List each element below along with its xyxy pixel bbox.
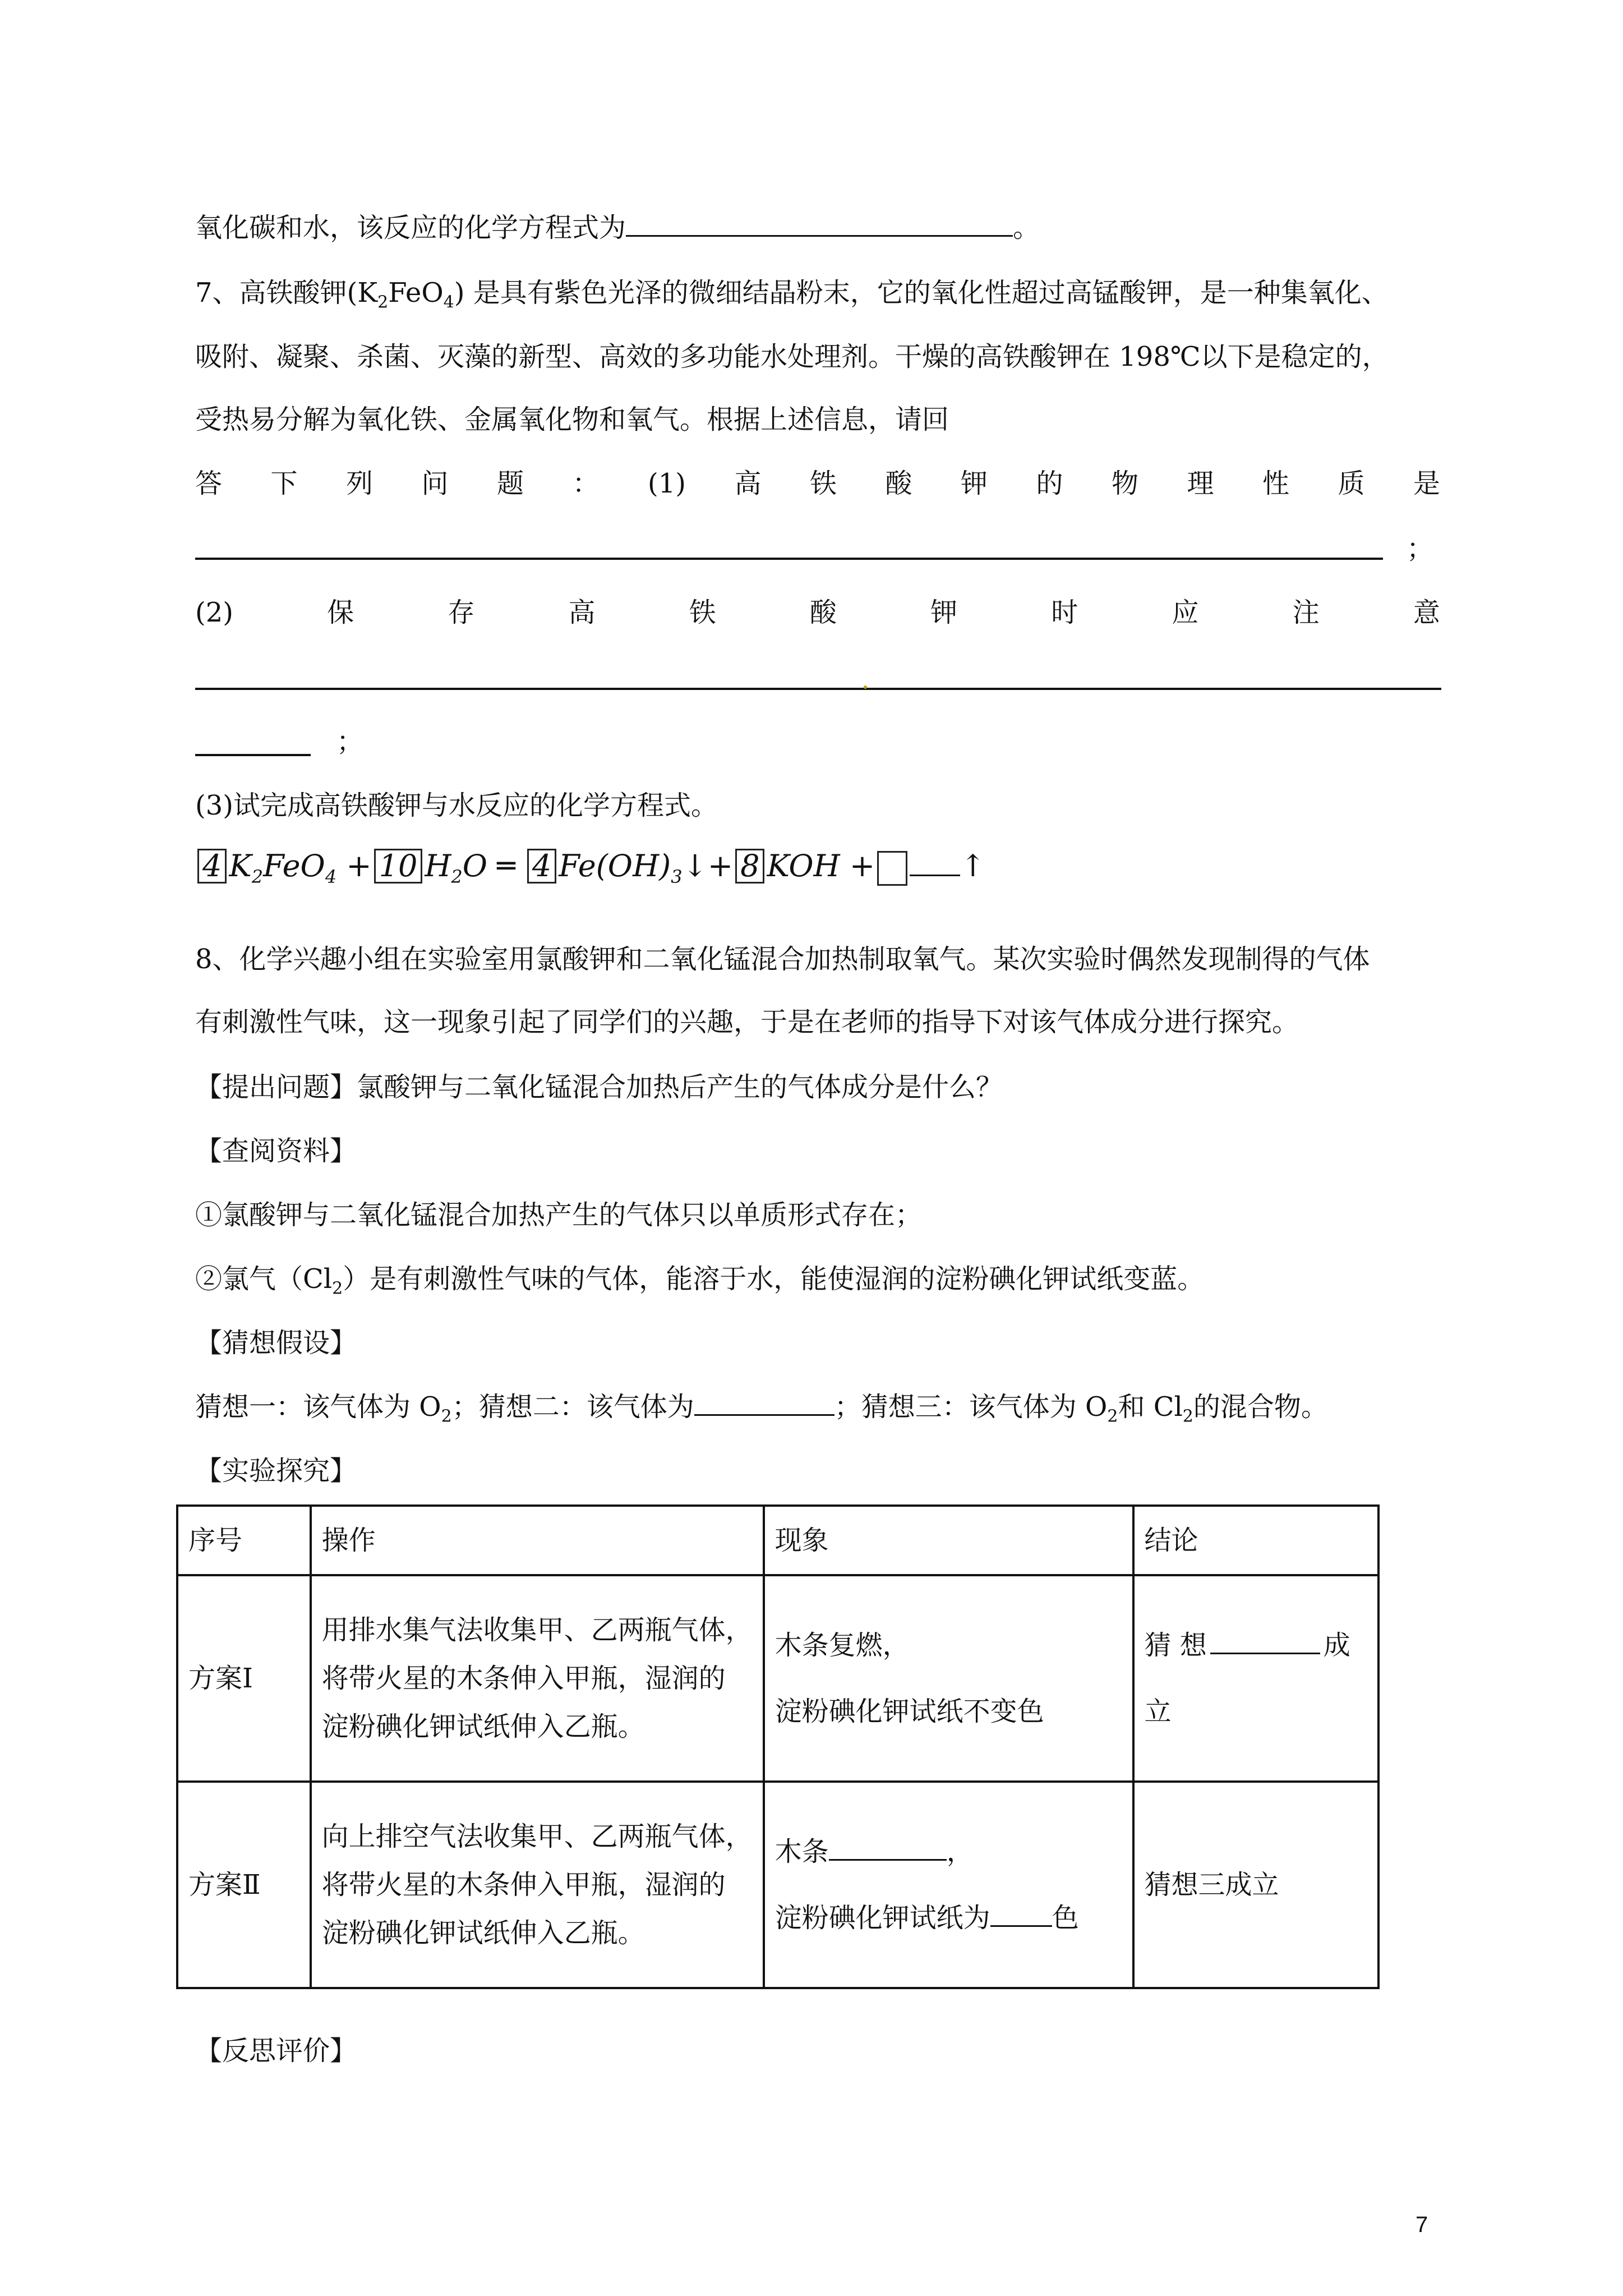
eq-term: Fe(OH)	[559, 848, 671, 884]
guess-d: 和 Cl	[1118, 1391, 1183, 1423]
q8-ref2-sub: 2	[332, 1278, 343, 1299]
q8-guess-head: 【猜想假设】	[195, 1327, 357, 1359]
eq-sub: 2	[451, 866, 463, 887]
q7-l4-char: 题	[497, 468, 524, 499]
row-conclusion: 猜想三成立	[1133, 1782, 1378, 1988]
q7-l1a: 7、高铁酸钾(K	[195, 277, 378, 309]
ph-line	[775, 1885, 1122, 1951]
q7-l4-char: 酸	[885, 468, 912, 499]
q7-l4-char: 铁	[809, 468, 837, 499]
q8-ref2a: ②氯气（Cl	[195, 1263, 333, 1295]
guess-e: 的混合物。	[1193, 1391, 1328, 1423]
q8-reference-1: ①氯酸钾与二氧化锰混合加热产生的气体只以单质形式存在；	[195, 1199, 923, 1231]
guess-b: ；猜想二：该气体为	[451, 1391, 694, 1423]
q8-question-head: 【提出问题】氯酸钾与二氧化锰混合加热后产生的气体成分是什么？	[195, 1071, 1003, 1103]
up-arrow-icon: ↑	[960, 848, 986, 884]
coefficient-box: 4	[527, 849, 556, 884]
down-arrow-icon: ↓	[682, 848, 708, 884]
op-line: 用排水集气法收集甲、乙两瓶气体，	[321, 1614, 753, 1646]
q6-tail-line	[195, 210, 1040, 246]
header-cell: 结论	[1133, 1506, 1378, 1575]
q8-reflection-head: 【反思评价】	[195, 2035, 357, 2067]
op-line: 淀粉碘化钾试纸伸入乙瓶。	[321, 1917, 645, 1949]
q6-tail-suffix: 。	[1013, 212, 1040, 243]
eq-sub: 2	[251, 866, 264, 887]
coefficient-box: 4	[197, 849, 227, 884]
q7-l4-char: 列	[346, 468, 374, 499]
guess-sub: 2	[1107, 1406, 1118, 1427]
q7-line-1	[195, 275, 1389, 321]
product-blank[interactable]	[910, 852, 960, 876]
table-header-row	[177, 1506, 1378, 1575]
op-line: 将带火星的木条伸入甲瓶，湿润的	[321, 1663, 726, 1694]
empty-coefficient-box[interactable]	[877, 851, 907, 886]
q7-l4-char: 的	[1036, 468, 1063, 499]
q7-l6-char: (2)	[195, 597, 233, 628]
q7-l6-char: 时	[1051, 597, 1078, 628]
conclusion-line	[1145, 1612, 1367, 1678]
q7-l4-char: ：	[572, 468, 600, 499]
q7-l6-char: 存	[448, 597, 475, 628]
splint-blank[interactable]	[829, 1837, 947, 1861]
eq-plus: +	[849, 848, 875, 884]
ph-line	[775, 1819, 1122, 1885]
eq-term: O	[462, 848, 488, 884]
row-id: 方案Ⅰ	[177, 1575, 311, 1782]
q8-line-1: 8、化学兴趣小组在实验室用氯酸钾和二氧化锰混合加热制取氧气。某次实验时偶然发现制得的气体	[195, 944, 1370, 975]
q7-answer-line-1[interactable]	[195, 558, 1383, 560]
row-phenomenon	[764, 1782, 1133, 1988]
q7-l1-sub2: 4	[443, 292, 454, 312]
header-cell: 操作	[311, 1506, 764, 1575]
ph1-post: ，	[946, 1836, 974, 1867]
q8-experiment-head: 【实验探究】	[195, 1455, 357, 1487]
q7-l4-char: 理	[1187, 468, 1214, 499]
q7-semicolon-2: ；	[336, 726, 364, 757]
table-row	[177, 1782, 1378, 1988]
row-id: 方案Ⅱ	[177, 1782, 311, 1988]
page-number: 7	[1415, 2212, 1428, 2237]
guess-sub: 2	[1182, 1406, 1193, 1427]
eq-sub: 4	[325, 866, 337, 887]
q6-equation-blank[interactable]	[626, 213, 1013, 237]
q7-l6-char: 高	[568, 597, 596, 628]
q7-l4-char: (1)	[648, 468, 686, 499]
q8-reference-head: 【查阅资料】	[195, 1135, 357, 1167]
op-line: 将带火星的木条伸入甲瓶，湿润的	[321, 1869, 726, 1901]
q7-l4-char: 性	[1262, 468, 1289, 499]
q7-line-4	[195, 466, 1440, 501]
q7-l4-char: 问	[421, 468, 449, 499]
conc-post: 成	[1323, 1630, 1350, 1661]
header-cell: 序号	[177, 1506, 311, 1575]
guess-c: ；猜想三：该气体为 O	[834, 1391, 1108, 1423]
q7-l6-char: 应	[1172, 597, 1199, 628]
q7-l6-char: 意	[1413, 597, 1440, 628]
q7-l1-sub1: 2	[377, 292, 389, 312]
coefficient-box: 8	[735, 849, 764, 884]
row-operation	[311, 1782, 764, 1988]
q8-ref2b: ）是有刺激性气味的气体，能溶于水，能使湿润的淀粉碘化钾试纸变蓝。	[343, 1263, 1205, 1295]
eq-equals: ═	[497, 848, 515, 884]
q7-answer-line-2[interactable]	[195, 688, 1441, 690]
q7-equation	[195, 848, 985, 887]
q8-guess-line	[195, 1389, 1328, 1435]
q6-tail-prefix: 氧化碳和水，该反应的化学方程式为	[195, 212, 626, 243]
op-line: 淀粉碘化钾试纸伸入乙瓶。	[321, 1711, 645, 1742]
q7-l6-char: 保	[327, 597, 354, 628]
conc-l2: 立	[1144, 1696, 1172, 1727]
op-line: 向上排空气法收集甲、乙两瓶气体，	[321, 1821, 753, 1852]
experiment-table	[176, 1504, 1380, 1989]
q7-l4-char: 是	[1413, 468, 1440, 499]
q7-answer-line-3[interactable]	[195, 754, 311, 756]
guess-a: 猜想一：该气体为 O	[195, 1391, 441, 1423]
guess-two-blank[interactable]	[694, 1392, 834, 1416]
q7-line-2: 吸附、凝聚、杀菌、灭藻的新型、高效的多功能水处理剂。干燥的高铁酸钾在 198℃以下是稳定的，	[195, 341, 1389, 372]
q7-l4-char: 答	[195, 468, 223, 499]
q7-l4-char: 高	[734, 468, 762, 499]
q7-l4-char: 钾	[960, 468, 988, 499]
q7-l6-char: 钾	[930, 597, 958, 628]
ph2-post: 色	[1052, 1902, 1079, 1934]
ph-line: 淀粉碘化钾试纸不变色	[774, 1696, 1044, 1727]
eq-sub: 3	[671, 866, 683, 887]
eq-term: K	[229, 848, 252, 884]
stray-mark	[864, 685, 867, 689]
color-blank[interactable]	[990, 1903, 1052, 1927]
eq-plus: +	[346, 848, 372, 884]
conclusion-blank[interactable]	[1210, 1630, 1320, 1654]
eq-term: H	[425, 848, 451, 884]
row-phenomenon	[764, 1575, 1133, 1782]
q8-reference-2	[195, 1261, 1204, 1307]
eq-term: KOH	[767, 848, 840, 884]
table-row	[177, 1575, 1378, 1782]
q7-line-6	[195, 595, 1440, 631]
q7-l6-char: 酸	[809, 597, 837, 628]
eq-term: FeO	[263, 848, 325, 884]
header-cell: 现象	[764, 1506, 1133, 1575]
q7-l4-char: 物	[1111, 468, 1138, 499]
q7-l1c: ) 是具有紫色光泽的微细结晶粉末，它的氧化性超过高锰酸钾，是一种集氧化、	[454, 277, 1389, 309]
q7-l1b: FeO	[388, 277, 444, 309]
ph1-pre: 木条	[774, 1836, 829, 1867]
q7-line-3: 受热易分解为氧化铁、金属氧化物和氧气。根据上述信息，请回	[195, 404, 949, 435]
q7-semicolon-1: ；	[1407, 533, 1434, 564]
guess-sub: 2	[441, 1406, 452, 1427]
q7-l4-char: 质	[1338, 468, 1365, 499]
q7-l4-char: 下	[270, 468, 298, 499]
q7-l6-char: 注	[1292, 597, 1320, 628]
q7-l6-char: 铁	[689, 597, 716, 628]
coefficient-box: 10	[374, 849, 423, 884]
ph2-pre: 淀粉碘化钾试纸为	[774, 1902, 990, 1934]
q7-part-3: (3)试完成高铁酸钾与水反应的化学方程式。	[195, 790, 718, 821]
q8-line-2: 有刺激性气味，这一现象引起了同学们的兴趣，于是在老师的指导下对该气体成分进行探究。	[195, 1006, 1299, 1038]
ph-line: 木条复燃，	[774, 1630, 910, 1661]
conc-pre: 猜 想	[1144, 1630, 1207, 1661]
row-operation	[311, 1575, 764, 1782]
eq-plus: +	[707, 848, 734, 884]
row-conclusion	[1133, 1575, 1378, 1782]
